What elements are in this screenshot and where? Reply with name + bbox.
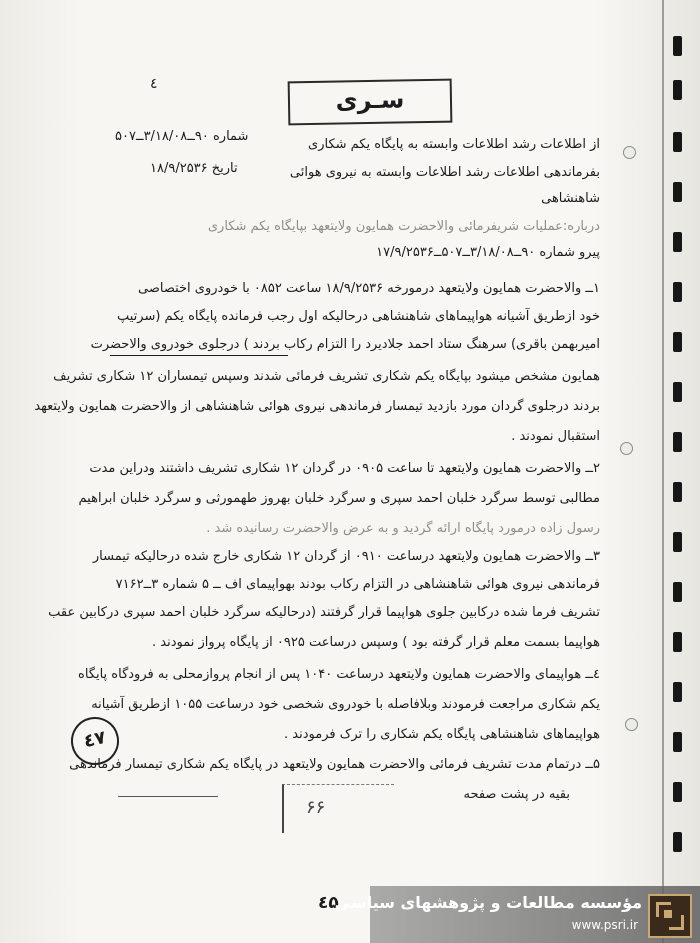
header-to-continued: شاهنشاهی bbox=[541, 191, 600, 206]
punch-hole bbox=[625, 718, 638, 731]
punch-hole bbox=[623, 146, 636, 159]
paragraph-3-line: تشریف فرما شده درکابین جلوی هواپیما قرار گرفتند (درحالیکه سرگرد خلبان احمد سپری درکابین عقب bbox=[48, 605, 600, 620]
binding-mark bbox=[673, 582, 682, 602]
page-mark: ٤ bbox=[150, 76, 158, 92]
header-subject: درباره:عملیات شریفرمائی والاحضرت همایون ولایتعهد بپایگاه یکم شکاری bbox=[207, 219, 600, 234]
filing-stamp bbox=[282, 784, 394, 833]
handwritten-number: ٤٧ bbox=[81, 726, 108, 753]
dash-line bbox=[118, 796, 218, 797]
paragraph-1-line: خود ازطریق آشیانه هواپیماهای شاهنشاهی درحالیکه اول رجب فرمانده پایگاه یکم (سرتیپ bbox=[116, 309, 600, 324]
paragraph-3-line: ۳ــ والاحضرت همایون ولایتعهد درساعت ۰۹۱۰ از گردان ۱۲ شکاری خارج شده درحالیکه تیمسار bbox=[92, 549, 600, 564]
binding-mark bbox=[673, 432, 682, 452]
paragraph-1-line: ۱ــ والاحضرت همایون ولایتعهد درمورخه ۱۸/۹/۲۵۳۶ ساعت ۰۸۵۲ با خودروی اختصاصی bbox=[137, 281, 600, 296]
binding-mark bbox=[673, 332, 682, 352]
paragraph-5-line: ۵ــ درتمام مدت تشریف فرمائی والاحضرت همایون ولایتعهد در پایگاه یکم شکاری تیمسار فرماندهی bbox=[69, 757, 600, 772]
watermark-banner bbox=[334, 886, 700, 943]
paragraph-2-line: رسول زاده درمورد پایگاه ارائه گردید و به عرض والاحضرت رسانیده شد . bbox=[206, 521, 600, 536]
binding-mark bbox=[673, 80, 682, 100]
binding-mark bbox=[673, 182, 682, 202]
binding-mark bbox=[673, 482, 682, 502]
paragraph-2-line: ۲ــ والاحضرت همایون ولایتعهد تا ساعت ۰۹۰۵ در گردان ۱۲ شکاری تشریف داشتند ودراین مدت bbox=[89, 461, 600, 476]
underline-mark bbox=[110, 355, 288, 356]
paragraph-3-line: هواپیما بسمت معلم قرار گرفته بود ) وسپس درساعت ۰۹۲۵ از پایگاه پرواز نمودند . bbox=[152, 635, 600, 650]
header-to: بفرماندهی اطلاعات رشد اطلاعات وابسته به نیروی هوائی bbox=[289, 165, 600, 180]
header-number: شماره ۹۰ــ۳/۱۸/۰۸ــ۵۰۷ bbox=[115, 129, 249, 144]
paragraph-1-line: بردند درجلوی گردان مورد بازدید تیمسار فرماندهی نیروی هوائی شاهنشاهی از والاحضرت همایون ولایتعهد bbox=[34, 399, 600, 414]
binding-mark bbox=[673, 632, 682, 652]
page-fold bbox=[662, 0, 664, 943]
institute-url[interactable]: www.psri.ir bbox=[571, 918, 638, 932]
paragraph-4-line: یکم شکاری مراجعت فرمودند وبلافاصله با خودروی شخصی خود درساعت ۱۰۵۵ ازطریق آشیانه bbox=[91, 697, 600, 712]
institute-logo-icon bbox=[648, 894, 692, 938]
header-date: تاریخ ۱۸/۹/۲۵۳۶ bbox=[150, 161, 238, 176]
paragraph-1-line: استقبال نمودند . bbox=[511, 429, 600, 444]
paragraph-2-line: مطالبی توسط سرگرد خلبان احمد سپری و سرگرد خلبان بهروز طهمورثی و سرگرد خلبان ابراهیم bbox=[78, 491, 600, 506]
classification-stamp bbox=[288, 79, 453, 126]
continued-note: بقیه در پشت صفحه bbox=[463, 787, 570, 802]
binding-mark bbox=[673, 282, 682, 302]
binding-mark bbox=[673, 132, 682, 152]
paragraph-4-line: هواپیماهای شاهنشاهی پایگاه یکم شکاری را ترک فرمودند . bbox=[284, 727, 600, 742]
binding-mark bbox=[673, 732, 682, 752]
punch-hole bbox=[620, 442, 633, 455]
binding-mark bbox=[673, 832, 682, 852]
binding-mark bbox=[673, 782, 682, 802]
page-number: ٤۵ bbox=[318, 893, 339, 913]
binding-mark bbox=[673, 232, 682, 252]
filing-stamp-text: ۶۶ bbox=[306, 797, 326, 818]
paragraph-1-line: امیربهمن باقری) سرهنگ ستاد احمد جلادیرد را التزام رکاب بردند ) درجلوی خودروی والاحضرت bbox=[90, 337, 600, 352]
classification-stamp-text: سـری bbox=[335, 85, 405, 115]
binding-mark bbox=[673, 382, 682, 402]
binding-mark bbox=[673, 682, 682, 702]
paragraph-1-line: همایون مشخص میشود بپایگاه یکم شکاری تشریف فرمائی شدند وسپس تیمساران ۱۲ شکاری تشریف bbox=[53, 369, 600, 384]
header-from: از اطلاعات رشد اطلاعات وابسته به پایگاه یکم شکاری bbox=[308, 137, 600, 152]
paragraph-3-line: فرماندهی نیروی هوائی شاهنشاهی در التزام رکاب بودند بهواپیمای اف ــ ۵ شماره ۳ــ۷۱۶۲ bbox=[115, 577, 600, 592]
header-reference: پیرو شماره ۹۰ــ۳/۱۸/۰۸ــ۵۰۷ــ۱۷/۹/۲۵۳۶ bbox=[376, 245, 600, 260]
binding-mark bbox=[673, 36, 682, 56]
institute-name: مؤسسه مطالعات و پژوهشهای سیاسی bbox=[334, 893, 642, 912]
binding-mark bbox=[673, 532, 682, 552]
paragraph-4-line: ٤ــ هواپیمای والاحضرت همایون ولایتعهد درساعت ۱۰۴۰ پس از انجام پروازمحلی به فرودگاه پایگاه bbox=[78, 667, 600, 682]
